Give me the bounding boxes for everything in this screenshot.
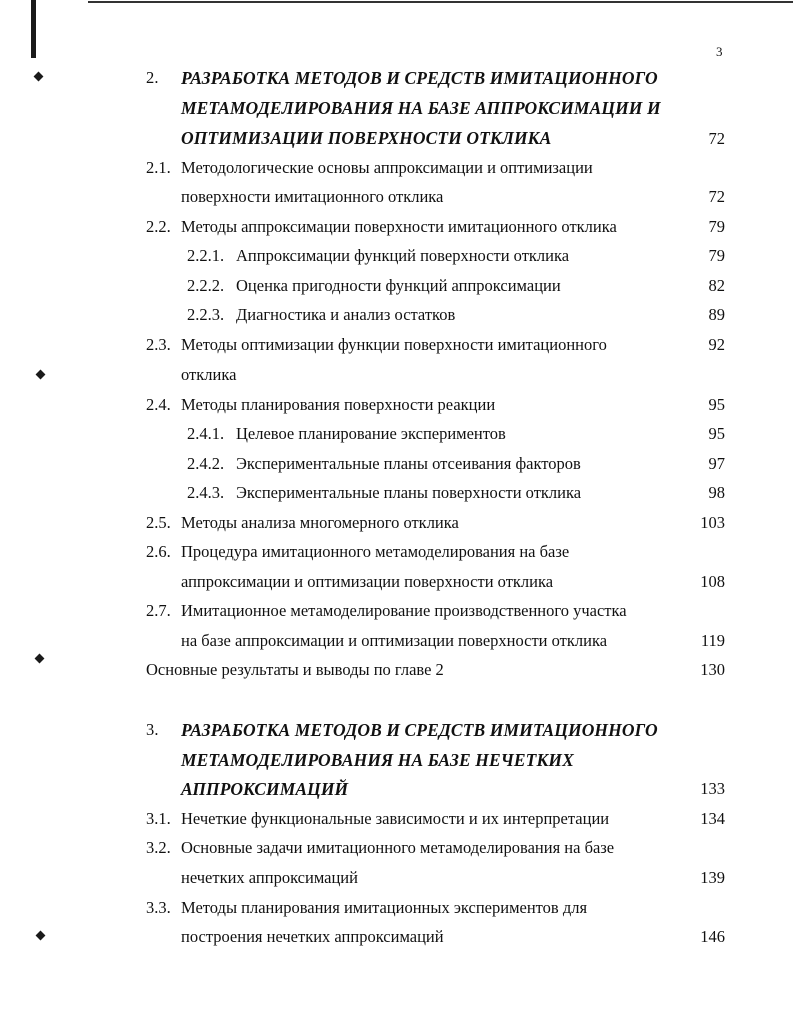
page-ref: 146 bbox=[700, 927, 725, 946]
chapter-title-line: МЕТАМОДЕЛИРОВАНИЯ НА БАЗЕ НЕЧЕТКИХ bbox=[181, 750, 574, 770]
chapter-title-line: МЕТАМОДЕЛИРОВАНИЯ НА БАЗЕ АППРОКСИМАЦИИ И bbox=[181, 98, 661, 118]
chapter-title-line: АППРОКСИМАЦИЙ bbox=[181, 779, 349, 799]
page-ref: 92 bbox=[708, 335, 725, 354]
page-ref: 133 bbox=[700, 779, 725, 798]
entry-number: 2.1. bbox=[146, 158, 171, 177]
entry-title: Методы оптимизации функции поверхности имитационного bbox=[181, 335, 607, 354]
page-ref: 134 bbox=[700, 809, 725, 828]
page-ref: 79 bbox=[708, 217, 725, 236]
entry-number: 3.3. bbox=[146, 898, 171, 917]
chapter-title-line: РАЗРАБОТКА МЕТОДОВ И СРЕДСТВ ИМИТАЦИОННОГО bbox=[181, 68, 658, 88]
entry-title: построения нечетких аппроксимаций bbox=[181, 927, 444, 946]
top-rule bbox=[88, 1, 793, 3]
page-ref: 72 bbox=[708, 129, 725, 148]
entry-title: Нечеткие функциональные зависимости и их интерпретации bbox=[181, 809, 610, 828]
chapter-title-line: РАЗРАБОТКА МЕТОДОВ И СРЕДСТВ ИМИТАЦИОННОГО bbox=[181, 720, 658, 740]
entry-number: 2.4.2. bbox=[187, 454, 225, 473]
binding-hole-mark bbox=[36, 370, 46, 380]
entry-number: 2.7. bbox=[146, 601, 171, 620]
entry-title: Основные задачи имитационного метамоделирования на базе bbox=[181, 838, 615, 857]
entry-title: Оценка пригодности функций аппроксимации bbox=[236, 276, 561, 295]
chapter-number: 3. bbox=[146, 720, 159, 739]
page-ref: 98 bbox=[708, 483, 725, 502]
entry-title: Диагностика и анализ остатков bbox=[236, 305, 456, 324]
page-ref: 95 bbox=[708, 424, 725, 443]
page-ref: 130 bbox=[700, 660, 725, 679]
page-ref: 97 bbox=[708, 454, 725, 473]
entry-number: 2.5. bbox=[146, 513, 171, 532]
entry-number: 2.3. bbox=[146, 335, 171, 354]
entry-number: 2.2.1. bbox=[187, 246, 225, 265]
entry-title: Целевое планирование экспериментов bbox=[236, 424, 506, 443]
chapter-number: 2. bbox=[146, 68, 159, 87]
entry-number: 3.2. bbox=[146, 838, 171, 857]
binding-hole-mark bbox=[35, 654, 45, 664]
entry-number: 2.2.3. bbox=[187, 305, 225, 324]
entry-number: 2.6. bbox=[146, 542, 171, 561]
entry-number: 3.1. bbox=[146, 809, 171, 828]
entry-title: на базе аппроксимации и оптимизации поверхности отклика bbox=[181, 631, 608, 650]
page-ref: 79 bbox=[708, 246, 725, 265]
entry-title: Методы планирования имитационных экспериментов для bbox=[181, 898, 588, 917]
entry-number: 2.4.3. bbox=[187, 483, 225, 502]
entry-number: 2.2. bbox=[146, 217, 171, 236]
page-ref: 108 bbox=[700, 572, 725, 591]
binding-hole-mark bbox=[36, 931, 46, 941]
page-ref: 72 bbox=[708, 187, 725, 206]
entry-title: Методы анализа многомерного отклика bbox=[181, 513, 459, 532]
page-number: 3 bbox=[716, 44, 723, 59]
page-ref: 89 bbox=[708, 305, 725, 324]
entry-title: поверхности имитационного отклика bbox=[181, 187, 444, 206]
entry-title: Методы аппроксимации поверхности имитационного отклика bbox=[181, 217, 617, 236]
page-ref: 103 bbox=[700, 513, 725, 532]
page-ref: 95 bbox=[708, 395, 725, 414]
chapter-title-line: ОПТИМИЗАЦИИ ПОВЕРХНОСТИ ОТКЛИКА bbox=[181, 128, 552, 148]
page-ref: 82 bbox=[708, 276, 725, 295]
entry-title: Методы планирования поверхности реакции bbox=[181, 395, 496, 414]
entry-title: отклика bbox=[181, 365, 237, 384]
entry-title: нечетких аппроксимаций bbox=[181, 868, 358, 887]
entry-title: Процедура имитационного метамоделирования на базе bbox=[181, 542, 570, 561]
entry-title: Экспериментальные планы поверхности отклика bbox=[236, 483, 582, 502]
page-ref: 119 bbox=[700, 631, 725, 650]
entry-title: Имитационное метамоделирование производственного участка bbox=[181, 601, 627, 620]
entry-title: аппроксимации и оптимизации поверхности отклика bbox=[181, 572, 554, 591]
page-ref: 139 bbox=[700, 868, 725, 887]
entry-title: Экспериментальные планы отсеивания факторов bbox=[236, 454, 581, 473]
entry-title: Аппроксимации функций поверхности отклика bbox=[236, 246, 570, 265]
entry-number: 2.2.2. bbox=[187, 276, 225, 295]
entry-title: Методологические основы аппроксимации и оптимизации bbox=[181, 158, 593, 177]
entry-title: Основные результаты и выводы по главе 2 bbox=[146, 660, 444, 679]
entry-number: 2.4. bbox=[146, 395, 171, 414]
entry-number: 2.4.1. bbox=[187, 424, 225, 443]
scan-edge-line bbox=[31, 0, 36, 58]
binding-hole-mark bbox=[34, 72, 44, 82]
